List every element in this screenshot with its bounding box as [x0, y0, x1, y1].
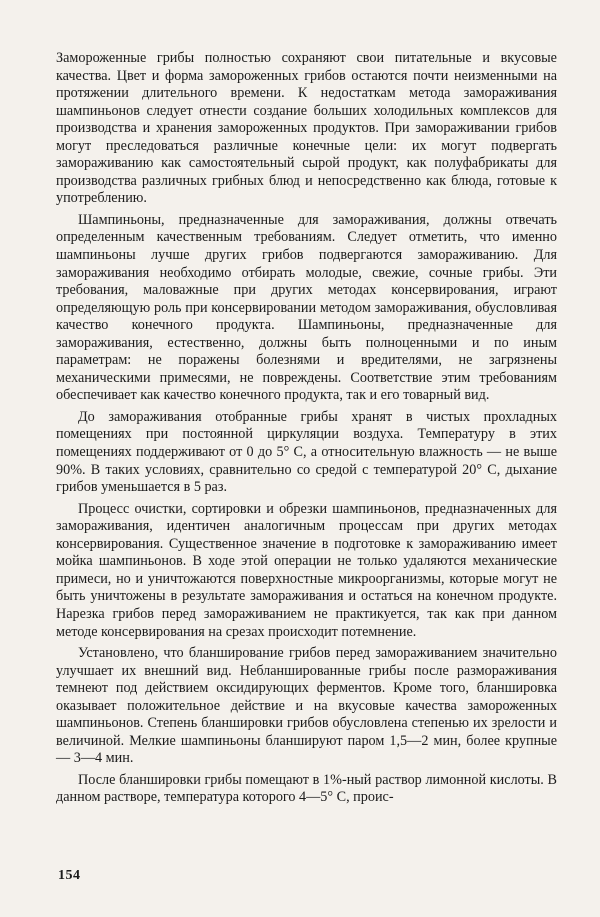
paragraph-4: Процесс очистки, сортировки и обрезки шампиньонов, предназначенных для замораживания, идентичен аналогичным процессам при других методах консервирования. Существенное значение в подготовке к замораживанию имеет мойка шампиньонов. В ходе этой операции не только удаляются механические примеси, но и уничтожаются поверхностные микроорганизмы, которые могут не быть уничтожены в результате замораживания и остаться на конечном продукте. Нарезка грибов перед замораживанием не практикуется, так как при данном методе консервирования на срезах происходит потемнение. [56, 500, 557, 640]
paragraph-6: После бланшировки грибы помещают в 1%-ный раствор лимонной кислоты. В данном растворе, температура которого 4—5° С, проис- [56, 771, 557, 806]
paragraph-3: До замораживания отобранные грибы хранят в чистых прохладных помещениях при постоянной циркуляции воздуха. Температуру в этих помещениях поддерживают от 0 до 5° С, а относительную влажность — не выше 90%. В таких условиях, сравнительно со средой с температурой 20° С, дыхание грибов уменьшается в 5 раз. [56, 408, 557, 496]
paragraph-1: Замороженные грибы полностью сохраняют свои питательные и вкусовые качества. Цвет и форма замороженных грибов остаются почти неизменными на протяжении длительного времени. К недостаткам метода замораживания шампиньонов следует отнести создание больших холодильных комплексов для производства и хранения замороженных продуктов. При замораживании грибов могут преследоваться различные конечные цели: их могут подвергать замораживанию как самостоятельный сырой продукт, как полуфабрикаты для производства различных грибных блюд и непосредственно как блюда, готовые к употреблению. [56, 50, 557, 207]
page-number: 154 [58, 868, 81, 883]
paragraph-5: Установлено, что бланширование грибов перед замораживанием значительно улучшает их внешний вид. Небланшированные грибы после размораживания темнеют под действием оксидирующих ферментов. Кроме того, бланшировка оказывает положительное действие и на вкусовые качества замороженных шампиньонов. Степень бланшировки грибов обусловлена степенью их зрелости и величиной. Мелкие шампиньоны бланшируют паром 1,5—2 мин, более крупные — 3—4 мин. [56, 645, 557, 767]
body-text [56, 50, 557, 807]
paragraph-2: Шампиньоны, предназначенные для замораживания, должны отвечать определенным качественным требованиям. Следует отметить, что именно шампиньоны лучше других грибов подвергаются замораживанию. Для замораживания необходимо отбирать молодые, свежие, сочные грибы. Эти требования, маловажные при других методах консервирования, играют определяющую роль при консервировании методом замораживания, обусловливая качество конечного продукта. Шампиньоны, предназначенные для замораживания, естественно, должны быть полноценными и по иным параметрам: не поражены болезнями и вредителями, не загрязнены механическими примесями, не повреждены. Соответствие этим требованиям обеспечивает как качество конечного продукта, так и его товарный вид. [56, 211, 557, 404]
